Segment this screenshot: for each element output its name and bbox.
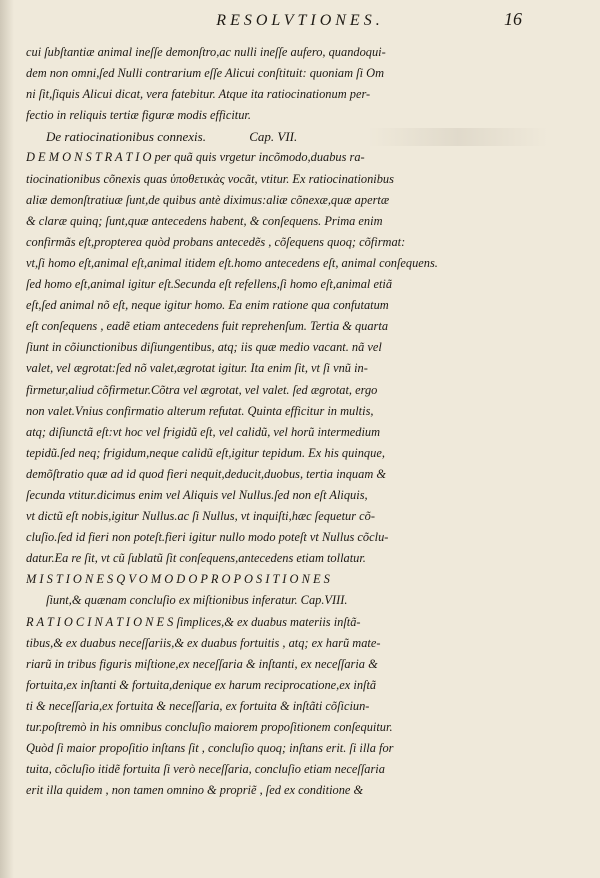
text-line: atq; diſiunctã eſt:vt hoc vel frigidũ eſt, vel calidũ, vel horũ intermedium	[26, 424, 381, 439]
text-line: eſt conſequens , eadẽ etiam antecedens fuit reprehenſum. Tertia & quarta	[26, 319, 389, 334]
text-line: ni ſit,ſiquis Alicui dicat, vera fatebitur. Atque ita ratiocinationum per-	[26, 87, 371, 102]
text-line: fectio in reliquis tertiæ figuræ modis efficitur.	[26, 108, 251, 123]
text-line: riarũ in tribus figuris miſtione,ex neceſſaria & inſtanti, ex neceſſaria &	[26, 656, 378, 671]
text-line: dem non omni,ſed Nulli contrarium eſſe Alicui conſtituit: quoniam ſi Om	[26, 66, 385, 81]
text-line: & claræ quinq; ſunt,quæ antecedens habent, & conſequens. Prima enim	[26, 213, 383, 228]
chapter-heading-vii	[26, 126, 558, 147]
text-line: ti & neceſſaria,ex fortuita & neceſſaria, ex fortuita & inſtãti cõſiciun-	[26, 698, 370, 713]
text-line: vt dictũ eſt nobis,igitur Nullus.ac ſi Nullus, vt inquiſti,hæc ſequetur cõ-	[26, 509, 375, 524]
gutter-shadow	[0, 0, 14, 878]
chapter-number: Cap. VII.	[249, 129, 298, 145]
text-line: cluſio.ſed id fieri non poteſt.fieri igitur nullo modo poteſt vt Nullus cõclu-	[26, 530, 389, 545]
text-line: datur.Ea re ſit, vt cũ ſublatũ ſit conſequens,antecedens etiam tollatur.	[26, 551, 366, 566]
text-line: Quòd ſi maior propoſitio inſtans ſit , concluſio quoq; inſtans erit. ſi illa for	[26, 741, 394, 756]
text-line: erit illa quidem , non tamen omnino & propriẽ , ſed ex conditione &	[26, 783, 364, 798]
text-line: vt,ſi homo eſt,animal eſt,animal itidem eſt.homo antecedens eſt, animal conſequens.	[26, 255, 438, 270]
text-line: ſed homo eſt,animal igitur eſt.Secunda eſt refellens,ſi homo eſt,animal etiã	[26, 277, 393, 292]
text-line: tuita, cõcluſio itidẽ fortuita ſi verò neceſſaria, concluſio etiam neceſſaria	[26, 762, 385, 777]
text-line: ſiunt in cõiunctionibus diſiungentibus, atq; iis quæ medio vacant. nã vel	[26, 340, 382, 355]
text-line: valet, vel ægrotat:ſed nõ valet,ægrotat igitur. Ita enim ſit, vt ſi vnũ in-	[26, 361, 368, 376]
text-line: non valet.Vnius confirmatio alterum refutat. Quinta efficitur in multis,	[26, 403, 374, 418]
text-line: aliæ demonſtratiuæ ſunt,de quibus antè diximus:aliæ cõnexæ,quæ apertæ	[26, 192, 390, 207]
text-line: D E M O N S T R A T I O per quã quis vrgetur incõmodo,duabus ra-	[26, 150, 365, 165]
chapter-subtitle-viii: ſiunt,& quænam concluſio ex miſtionibus inferatur. Cap.VIII.	[46, 593, 348, 608]
chapter-title: De ratiocinationibus connexis.	[46, 129, 206, 145]
page-number: 16	[504, 9, 522, 29]
text-line: demõſtratio quæ ad id quod fieri nequit,deducit,duobus, tertia inquam &	[26, 466, 386, 481]
text-line: tiocinationibus cõnexis quas ὑποθετικὰς vocãt, vtitur. Ex ratiocinationibus	[26, 171, 394, 186]
text-line: eſt,ſed animal nõ eſt, neque igitur homo. Ea enim ratione qua confutatum	[26, 298, 389, 313]
running-head: RESOLVTIONES.	[216, 12, 384, 29]
text-line: tepidũ.ſed neq; frigidum,neque calidũ eſt,igitur tepidum. Ex his quinque,	[26, 445, 385, 460]
text-line: R A T I O C I N A T I O N E S ſimplices,& ex duabus materiis inſtã-	[26, 614, 361, 629]
text-line: ſecunda vtitur.dicimus enim vel Aliquis vel Nullus.ſed non eſt Aliquis,	[26, 487, 368, 502]
text-line: tur.poſtremò in his omnibus concluſio maiorem propoſitionem conſequitur.	[26, 720, 393, 734]
text-line: fortuita,ex inſtanti & fortuita,denique ex harum reciprocatione,ex inſtã	[26, 677, 377, 692]
text-line: confirmãs eſt,propterea quòd probans antecedẽs , cõſequens quoq; cõfirmat:	[26, 234, 406, 249]
chapter-heading-viii: M I S T I O N E S Q V O M O D O P R O P O S I T I O N E S	[26, 572, 330, 587]
text-line: cui ſubſtantiæ animal ineſſe demonſtro,ac nulli ineſſe aufero, quandoqui-	[26, 45, 386, 59]
text-block	[26, 42, 558, 801]
text-line: tibus,& ex duabus neceſſariis,& ex duabus fortuitis , atq; ex harũ mate-	[26, 635, 381, 650]
page-header	[0, 0, 600, 40]
text-line: firmetur,aliud cõfirmetur.Cõtra vel ægrotat, vel valet. ſed ægrotat, ergo	[26, 382, 378, 397]
